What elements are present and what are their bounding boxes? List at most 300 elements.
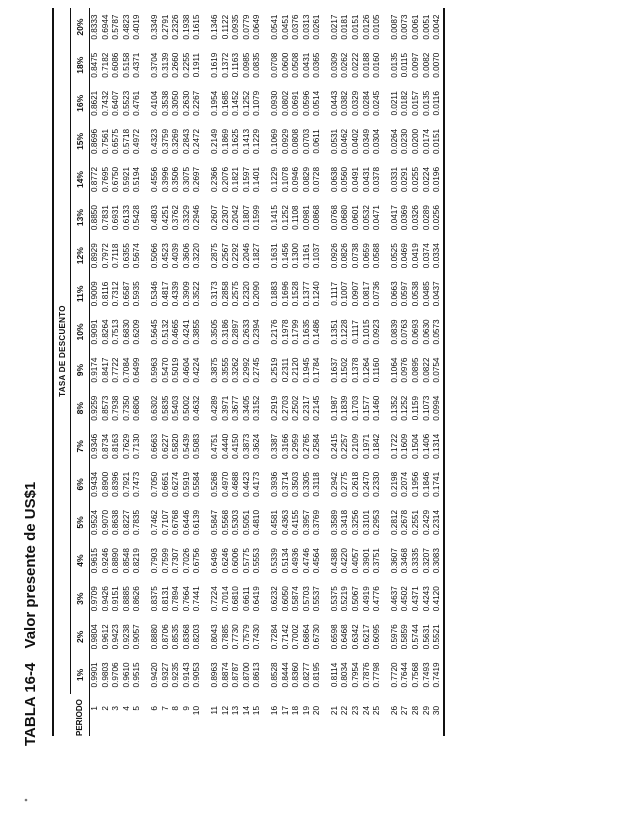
value-cell: 0.8368 <box>181 624 191 650</box>
value-cell: 0.5403 <box>171 395 181 421</box>
value-cell: 0.4440 <box>220 433 230 459</box>
value-cell: 0.5568 <box>220 509 230 536</box>
value-cell: 0.8043 <box>209 624 219 650</box>
value-cell: 0.1987 <box>329 395 339 421</box>
table-caption <box>22 482 39 746</box>
value-cell: 0.1078 <box>280 167 290 193</box>
value-cell: 0.5935 <box>132 281 142 307</box>
value-cell: 0.2176 <box>269 319 279 345</box>
value-cell: 0.4972 <box>132 128 142 154</box>
value-cell: 0.6830 <box>121 319 131 345</box>
value-cell: 0.0491 <box>351 167 361 193</box>
value-cell: 0.2843 <box>181 128 191 154</box>
value-cell: 0.1842 <box>372 433 382 459</box>
value-cell: 0.6232 <box>269 586 279 612</box>
value-cell: 0.7513 <box>111 319 121 345</box>
value-cell: 0.8963 <box>209 662 219 688</box>
value-cell: 0.0376 <box>291 14 301 40</box>
value-cell: 0.2149 <box>209 128 219 154</box>
value-cell: 0.1971 <box>361 433 371 459</box>
value-cell: 0.6587 <box>121 281 131 307</box>
value-cell: 0.6750 <box>111 167 121 193</box>
period-cell: 26 <box>389 706 399 716</box>
period-cell: 9 <box>181 706 191 711</box>
value-cell: 0.3101 <box>361 509 371 536</box>
value-cell: 0.2317 <box>301 395 311 421</box>
value-cell: 0.4243 <box>421 586 431 612</box>
rate-column-header: 5% <box>71 503 90 541</box>
value-cell: 0.1160 <box>372 357 382 383</box>
value-cell: 0.6342 <box>351 624 361 650</box>
value-cell: 0.7876 <box>361 662 371 688</box>
value-cell: 0.2109 <box>351 433 361 459</box>
value-cell: 0.1117 <box>351 320 361 344</box>
value-cell: 0.0691 <box>291 90 301 116</box>
table-row <box>221 8 232 736</box>
value-cell: 0.8360 <box>291 662 301 688</box>
value-cell: 0.8227 <box>121 509 131 536</box>
value-cell: 0.2630 <box>181 90 191 116</box>
value-cell: 0.8885 <box>121 586 131 612</box>
value-cell: 0.5002 <box>181 395 191 421</box>
value-cell: 0.3909 <box>181 281 191 307</box>
value-cell: 0.9259 <box>90 395 99 421</box>
value-cell: 0.2697 <box>192 167 202 193</box>
value-cell: 0.3335 <box>411 548 421 574</box>
value-cell: 0.1415 <box>269 205 279 231</box>
rate-column-header: 1% <box>71 656 90 694</box>
period-cell: 22 <box>340 706 350 716</box>
rate-column-header: 2% <box>71 618 90 656</box>
value-cell: 0.6651 <box>160 471 170 497</box>
value-cell: 0.6217 <box>361 624 371 650</box>
value-cell: 0.0930 <box>269 90 279 116</box>
value-cell: 0.8396 <box>111 471 121 497</box>
value-cell: 0.8696 <box>90 128 99 154</box>
value-cell: 0.0151 <box>351 14 361 40</box>
value-cell: 0.2120 <box>291 357 301 383</box>
value-cell: 0.3936 <box>269 471 279 497</box>
value-cell: 0.3759 <box>160 128 170 154</box>
period-cell: 6 <box>149 706 159 711</box>
value-cell: 0.0070 <box>432 46 444 84</box>
value-cell: 0.7142 <box>280 624 290 650</box>
group-spacer-row <box>383 8 390 736</box>
value-cell: 0.0284 <box>361 90 371 116</box>
value-cell: 0.8929 <box>90 243 99 269</box>
period-cell: 24 <box>361 706 371 716</box>
value-cell: 0.0402 <box>351 128 361 154</box>
value-cell: 0.2791 <box>160 14 170 40</box>
value-cell: 0.4761 <box>132 90 142 116</box>
value-cell: 0.7182 <box>100 52 110 78</box>
value-cell: 0.0680 <box>340 205 350 231</box>
value-cell: 0.4556 <box>149 167 159 193</box>
value-cell: 0.3589 <box>329 509 339 536</box>
value-cell: 0.1073 <box>421 395 431 421</box>
period-cell: 5 <box>132 706 142 711</box>
value-cell: 0.0462 <box>340 128 350 154</box>
value-cell: 0.1240 <box>312 281 322 307</box>
rate-column-header: 13% <box>71 199 90 237</box>
value-cell: 0.1007 <box>340 281 350 307</box>
table-row <box>400 8 411 736</box>
value-cell: 0.9057 <box>132 624 142 650</box>
value-cell: 0.7312 <box>111 281 121 307</box>
period-cell: 3 <box>111 706 121 711</box>
value-cell: 0.7894 <box>171 586 181 612</box>
value-cell: 0.2320 <box>241 281 251 307</box>
value-cell: 0.0289 <box>421 205 431 231</box>
value-cell: 0.2267 <box>192 90 202 116</box>
period-cell: 14 <box>241 706 251 716</box>
value-cell: 0.0196 <box>432 160 444 198</box>
value-cell: 0.5132 <box>160 319 170 345</box>
period-cell: 21 <box>329 706 339 716</box>
value-cell: 0.9143 <box>181 662 191 688</box>
value-cell: 0.9426 <box>100 586 110 612</box>
value-cell: 0.3152 <box>252 395 262 421</box>
value-cell: 0.6446 <box>181 509 191 536</box>
value-cell: 0.7954 <box>351 662 361 688</box>
value-cell: 0.4581 <box>269 509 279 536</box>
value-cell: 0.6944 <box>100 14 110 40</box>
value-cell: 0.1637 <box>329 357 339 383</box>
value-cell: 0.2307 <box>220 205 230 231</box>
value-cell: 0.5835 <box>160 395 170 421</box>
value-cell: 0.1799 <box>291 319 301 345</box>
value-cell: 0.0188 <box>361 52 371 78</box>
value-cell: 0.2330 <box>372 471 382 497</box>
value-cell: 0.3262 <box>231 357 241 383</box>
value-cell: 0.0588 <box>372 243 382 269</box>
value-cell: 0.4155 <box>291 509 301 536</box>
value-cell: 0.7419 <box>432 656 444 694</box>
value-cell: 0.4057 <box>351 548 361 574</box>
value-cell: 0.0174 <box>421 128 431 154</box>
value-cell: 0.2812 <box>389 509 399 536</box>
value-cell: 0.0061 <box>411 14 421 40</box>
value-cell: 0.2992 <box>241 357 251 383</box>
value-cell: 0.0976 <box>400 357 410 383</box>
value-cell: 0.0907 <box>351 281 361 307</box>
value-cell: 0.5470 <box>160 357 170 383</box>
value-cell: 0.5703 <box>301 586 311 612</box>
value-cell: 0.8163 <box>111 433 121 459</box>
value-cell: 0.4251 <box>160 205 170 231</box>
discount-rate-group-header: TASA DE DESCUENTO <box>53 8 71 694</box>
value-cell: 0.0051 <box>421 14 431 40</box>
value-cell: 0.0638 <box>329 167 339 193</box>
value-cell: 0.0431 <box>361 167 371 193</box>
value-cell: 0.5847 <box>209 509 219 536</box>
value-cell: 0.7473 <box>132 471 142 497</box>
value-cell: 0.0703 <box>301 128 311 154</box>
value-cell: 0.8333 <box>90 14 99 40</box>
value-cell: 0.8219 <box>132 548 142 574</box>
value-cell: 0.4388 <box>329 548 339 574</box>
value-cell: 0.9709 <box>90 586 99 612</box>
value-cell: 0.4039 <box>171 243 181 269</box>
value-cell: 0.4523 <box>160 243 170 269</box>
value-cell: 0.4688 <box>231 471 241 497</box>
value-cell: 0.2519 <box>269 357 279 383</box>
value-cell: 0.0331 <box>389 167 399 193</box>
value-cell: 0.0374 <box>421 243 431 269</box>
value-cell: 0.7014 <box>220 586 230 612</box>
value-cell: 0.2946 <box>192 205 202 231</box>
value-cell: 0.3166 <box>280 433 290 459</box>
value-cell: 0.7722 <box>111 357 121 383</box>
table-number: TABLA 16-4 <box>22 662 39 746</box>
value-cell: 0.5067 <box>351 586 361 612</box>
value-cell: 0.1486 <box>312 319 322 345</box>
value-cell: 0.2660 <box>171 52 181 78</box>
value-cell: 0.0469 <box>400 243 410 269</box>
value-cell: 0.8444 <box>280 662 290 688</box>
value-cell: 0.9174 <box>90 357 99 383</box>
value-cell: 0.5066 <box>149 243 159 269</box>
value-cell: 0.4823 <box>121 14 131 40</box>
value-cell: 0.0926 <box>329 243 339 269</box>
value-cell: 0.2953 <box>372 509 382 536</box>
value-cell: 0.7130 <box>132 433 142 459</box>
value-cell: 0.5521 <box>432 618 444 656</box>
value-cell: 0.9246 <box>100 548 110 574</box>
value-cell: 0.4241 <box>181 319 191 345</box>
value-cell: 0.3714 <box>280 471 290 497</box>
value-cell: 0.8417 <box>100 357 110 383</box>
value-cell: 0.0868 <box>312 205 322 231</box>
value-cell: 0.0304 <box>372 128 382 154</box>
value-cell: 0.5219 <box>340 586 350 612</box>
value-cell: 0.3606 <box>181 243 191 269</box>
value-cell: 0.4776 <box>372 586 382 612</box>
value-cell: 0.1163 <box>231 52 241 78</box>
value-cell: 0.1401 <box>252 167 262 193</box>
value-cell: 0.0245 <box>372 90 382 116</box>
value-cell: 0.4803 <box>149 205 159 231</box>
value-cell: 0.1456 <box>280 243 290 269</box>
value-cell: 0.1229 <box>252 128 262 154</box>
value-cell: 0.0763 <box>400 319 410 345</box>
table-row <box>362 8 373 736</box>
value-cell: 0.9053 <box>192 662 202 688</box>
value-cell: 0.9346 <box>90 433 99 459</box>
table-row <box>122 8 133 736</box>
table-header <box>53 8 90 736</box>
group-spacer-cell <box>143 8 150 736</box>
value-cell: 0.0630 <box>421 319 431 345</box>
period-cell: 23 <box>351 706 361 716</box>
value-cell: 0.4339 <box>171 281 181 307</box>
value-cell: 0.4019 <box>132 14 142 40</box>
value-cell: 0.4104 <box>149 90 159 116</box>
value-cell: 0.1504 <box>411 433 421 459</box>
value-cell: 0.5083 <box>192 433 202 459</box>
group-spacer-cell <box>383 8 390 736</box>
value-cell: 0.0839 <box>389 319 399 345</box>
value-cell: 0.0728 <box>312 167 322 193</box>
rate-column-header: 11% <box>71 275 90 313</box>
value-cell: 0.6730 <box>312 624 322 650</box>
value-cell: 0.1502 <box>340 357 350 383</box>
value-cell: 0.0994 <box>432 389 444 427</box>
value-cell: 0.6468 <box>340 624 350 650</box>
value-cell: 0.3769 <box>312 509 322 536</box>
value-cell: 0.1372 <box>220 52 230 78</box>
value-cell: 0.8548 <box>121 548 131 574</box>
value-cell: 0.0935 <box>231 14 241 40</box>
value-cell: 0.9423 <box>111 624 121 650</box>
value-cell: 0.7629 <box>121 433 131 459</box>
value-cell: 0.7831 <box>100 205 110 231</box>
value-cell: 0.1631 <box>269 243 279 269</box>
value-cell: 0.0157 <box>411 90 421 116</box>
value-cell: 0.4224 <box>192 357 202 383</box>
value-cell: 0.2607 <box>209 205 219 231</box>
value-cell: 0.0382 <box>340 90 350 116</box>
value-cell: 0.4363 <box>280 509 290 536</box>
value-cell: 0.3305 <box>301 471 311 497</box>
value-cell: 0.0611 <box>312 129 322 154</box>
value-cell: 0.3607 <box>389 548 399 574</box>
value-cell: 0.0532 <box>361 205 371 231</box>
value-cell: 0.2575 <box>231 281 241 307</box>
period-cell: 16 <box>269 706 279 716</box>
value-cell: 0.0262 <box>340 52 350 78</box>
value-cell: 0.0309 <box>329 52 339 78</box>
table-row <box>372 8 383 736</box>
value-cell: 0.3751 <box>372 548 382 574</box>
value-cell: 0.2745 <box>252 357 262 383</box>
value-cell: 0.0443 <box>329 90 339 116</box>
table-row <box>432 8 444 736</box>
value-cell: 0.7599 <box>160 548 170 574</box>
period-cell: 20 <box>312 706 322 716</box>
value-cell: 0.0923 <box>372 319 382 345</box>
value-cell: 0.1956 <box>411 471 421 497</box>
value-cell: 0.0451 <box>280 14 290 40</box>
value-cell: 0.8626 <box>132 586 142 612</box>
group-spacer-cell <box>263 8 270 736</box>
value-cell: 0.1252 <box>241 90 251 116</box>
table-row <box>330 8 341 736</box>
value-cell: 0.5859 <box>400 624 410 650</box>
value-cell: 0.9515 <box>132 662 142 688</box>
value-cell: 0.4751 <box>209 433 219 459</box>
value-cell: 0.5584 <box>192 471 202 497</box>
value-cell: 0.0087 <box>389 14 399 40</box>
rate-column-header: 8% <box>71 389 90 427</box>
value-cell: 0.0313 <box>301 14 311 40</box>
value-cell: 0.4173 <box>252 471 262 497</box>
rate-column-header: 6% <box>71 465 90 503</box>
period-cell: 17 <box>280 706 290 716</box>
value-cell: 0.6611 <box>241 586 251 611</box>
value-cell: 0.0326 <box>411 205 421 231</box>
group-spacer-row <box>143 8 150 736</box>
value-cell: 0.3139 <box>160 52 170 78</box>
value-cell: 0.1625 <box>231 128 241 154</box>
table-row <box>132 8 143 736</box>
value-cell: 0.0182 <box>400 90 410 116</box>
period-cell: 11 <box>209 706 219 715</box>
value-cell: 0.8613 <box>252 662 262 688</box>
value-cell: 0.2897 <box>231 319 241 345</box>
value-cell: 0.2198 <box>389 471 399 497</box>
value-cell: 0.9612 <box>100 624 110 650</box>
value-cell: 0.6496 <box>209 548 219 574</box>
value-cell: 0.7695 <box>100 167 110 193</box>
table-row <box>171 8 182 736</box>
value-cell: 0.4502 <box>400 586 410 612</box>
value-cell: 0.8375 <box>149 586 159 612</box>
value-cell: 0.1609 <box>400 433 410 459</box>
value-cell: 0.2502 <box>291 395 301 421</box>
value-cell: 0.2394 <box>252 319 262 345</box>
value-cell: 0.2042 <box>231 205 241 231</box>
value-cell: 0.0768 <box>329 205 339 231</box>
value-cell: 0.1378 <box>351 357 361 383</box>
value-cell: 0.7430 <box>252 624 262 650</box>
value-cell: 0.4423 <box>241 471 251 497</box>
rate-column-header: 14% <box>71 160 90 198</box>
value-cell: 0.8621 <box>90 90 99 116</box>
value-cell: 0.0135 <box>421 90 431 116</box>
value-cell: 0.1722 <box>389 433 399 459</box>
value-cell: 0.0181 <box>340 14 350 40</box>
value-cell: 0.6756 <box>192 548 202 574</box>
value-cell: 0.5158 <box>121 52 131 78</box>
value-cell: 0.2703 <box>280 395 290 421</box>
period-cell: 8 <box>171 706 181 711</box>
value-cell: 0.5051 <box>241 509 251 536</box>
value-cell: 0.9434 <box>90 471 99 497</box>
value-cell: 0.6095 <box>372 624 382 650</box>
period-cell: 19 <box>301 706 311 716</box>
value-cell: 0.0334 <box>432 237 444 275</box>
value-cell: 0.4746 <box>301 548 311 574</box>
table-body <box>90 8 444 736</box>
value-cell: 0.4810 <box>252 509 262 536</box>
value-cell: 0.7224 <box>209 586 219 612</box>
table-row <box>182 8 193 736</box>
rate-column-header: 20% <box>71 8 90 46</box>
value-cell: 0.2618 <box>351 471 361 497</box>
value-cell: 0.8772 <box>90 167 99 193</box>
value-cell: 0.2311 <box>280 357 290 383</box>
value-cell: 0.0946 <box>291 167 301 193</box>
value-cell: 0.7002 <box>291 624 301 650</box>
value-cell: 0.6006 <box>231 548 241 574</box>
value-cell: 0.1108 <box>291 205 301 230</box>
group-spacer-cell <box>323 8 330 736</box>
value-cell: 0.0116 <box>432 84 444 122</box>
value-cell: 0.1807 <box>241 205 251 231</box>
value-cell: 0.7050 <box>149 471 159 497</box>
value-cell: 0.4150 <box>231 433 241 459</box>
value-cell: 0.3555 <box>220 357 230 383</box>
value-cell: 0.0151 <box>432 122 444 160</box>
value-cell: 0.0073 <box>400 14 410 40</box>
value-cell: 0.1846 <box>421 471 431 497</box>
value-cell: 0.4220 <box>340 548 350 574</box>
value-cell: 0.1377 <box>301 281 311 307</box>
value-cell: 0.9235 <box>171 662 181 688</box>
value-cell: 0.5645 <box>149 319 159 345</box>
period-cell: 10 <box>192 706 202 716</box>
